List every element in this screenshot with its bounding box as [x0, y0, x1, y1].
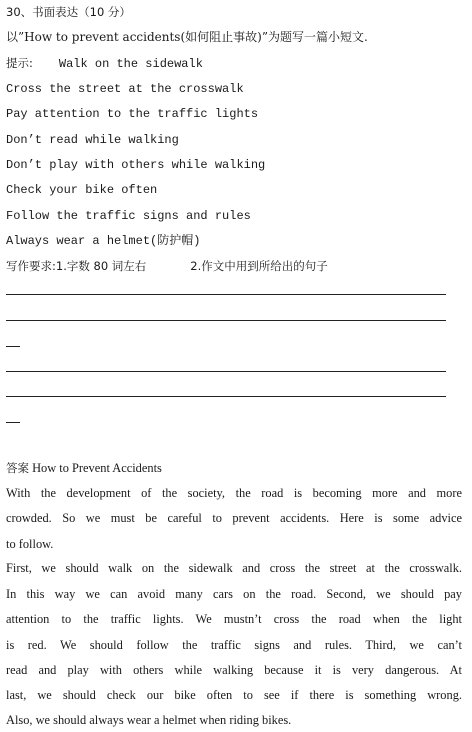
- answer-line: to follow.: [6, 537, 54, 551]
- question-title: 30、书面表达（10 分）: [6, 5, 131, 19]
- answer-line: last, we should check our bike often to see if there is something wrong.: [6, 688, 462, 702]
- writing-line: [6, 422, 20, 423]
- hint-item: Always wear a helmet(防护帽): [6, 234, 201, 248]
- writing-requirements: [6, 258, 328, 274]
- answer-title: How to Prevent Accidents: [32, 461, 162, 475]
- writing-line: [6, 320, 446, 321]
- requirements-label: 写作要求:: [6, 259, 56, 273]
- answer-label: 答案: [6, 461, 29, 475]
- answer-heading: [6, 460, 162, 476]
- hint-item: Don’t read while walking: [6, 133, 179, 147]
- writing-line: [6, 294, 446, 295]
- requirement-item: 2.作文中用到所给出的句子: [190, 259, 328, 273]
- hint-first-row: [6, 55, 203, 71]
- answer-line: read and play with others while walking because it is very dangerous. At: [6, 663, 462, 677]
- hint-item: Don’t play with others while walking: [6, 158, 266, 172]
- writing-line: [6, 371, 446, 372]
- answer-line: is red. We should follow the traffic signs and rules. Third, we can’t: [6, 638, 462, 652]
- hint-item: Walk on the sidewalk: [58, 57, 203, 71]
- writing-line: [6, 396, 446, 397]
- hint-item: Follow the traffic signs and rules: [6, 209, 251, 223]
- hint-item: Pay attention to the traffic lights: [6, 107, 259, 121]
- hint-label: 提示:: [6, 56, 33, 70]
- hint-item: Cross the street at the crosswalk: [6, 82, 244, 96]
- answer-line: With the development of the society, the road is becoming more and more: [6, 486, 462, 500]
- answer-line: In this way we can avoid many cars on the road. Second, we should pay: [6, 587, 462, 601]
- answer-line: Also, we should always wear a helmet when riding bikes.: [6, 713, 292, 727]
- answer-line: First, we should walk on the sidewalk and cross the street at the crosswalk.: [6, 561, 462, 575]
- requirement-item: 1.字数 80 词左右: [55, 259, 147, 273]
- question-instruction: 以”How to prevent accidents(如何阻止事故)”为题写一篇小短文.: [6, 30, 368, 44]
- answer-line: crowded. So we must be careful to prevent accidents. Here is some advice: [6, 511, 462, 525]
- answer-line: attention to the traffic lights. We mustn’t cross the road when the light: [6, 612, 462, 626]
- hint-item: Check your bike often: [6, 183, 158, 197]
- writing-line: [6, 346, 20, 347]
